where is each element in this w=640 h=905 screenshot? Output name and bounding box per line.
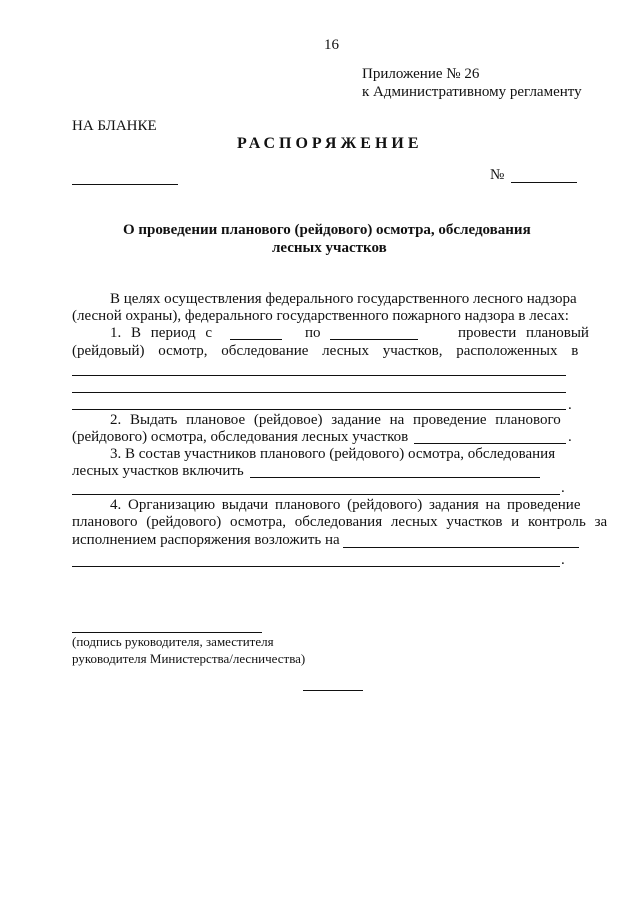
p2-period: . [568,429,572,445]
intro-line2: (лесной охраны), федерального государственного пожарного надзора в лесах: [72,308,569,324]
document-title-line2: лесных участков [272,240,387,256]
intro-line1: В целях осуществления федерального государственного лесного надзора [110,291,577,307]
period-start-field [230,339,282,340]
responsible-field-line1 [343,547,579,548]
location-field-line2 [72,392,566,393]
p3-line1: 3. В состав участников планового (рейдового) осмотра, обследования [110,446,556,462]
p1-period-label: 1. В период с [110,325,213,341]
p3-period: . [561,480,565,496]
appendix-number: Приложение № 26 [362,66,480,82]
participants-field-line2 [72,494,560,495]
document-type-heading: РАСПОРЯЖЕНИЕ [237,135,423,152]
p2-line2: (рейдового) осмотра, обследования лесных участков [72,429,409,445]
responsible-field-line2 [72,566,560,567]
signature-line [72,632,262,633]
letterhead-note: НА БЛАНКЕ [72,118,157,134]
location-field-line3 [72,409,566,410]
location-period: . [568,397,572,413]
document-title-line1: О проведении планового (рейдового) осмотра, обследования [123,222,531,238]
p2-line1: 2. Выдать плановое (рейдовое) задание на проведение планового [110,412,561,428]
participants-field-line1 [250,477,540,478]
p1-to-label: по [305,325,321,341]
p4-line1: 4. Организацию выдачи планового (рейдового) задания на проведение [110,497,581,513]
number-field-line [511,182,577,183]
page-number: 16 [324,37,339,53]
p1-conduct-label: провести плановый [458,325,589,341]
number-label: № [490,167,505,183]
p4-period: . [561,552,565,568]
task-field-line [414,443,566,444]
p4-line2: планового (рейдового) осмотра, обследования лесных участков и контроль за [72,514,608,530]
p1-line2: (рейдовый) осмотр, обследование лесных участков, расположенных в [72,343,579,359]
p4-line3: исполнением распоряжения возложить на [72,532,340,548]
date-field-line [72,184,178,185]
signature-caption-line1: (подпись руководителя, заместителя [72,634,274,649]
period-end-field [330,339,418,340]
appendix-reference: к Административному регламенту [362,84,582,100]
end-of-document-rule [303,690,363,691]
signature-caption-line2: руководителя Министерства/лесничества) [72,651,306,666]
p3-line2: лесных участков включить [72,463,244,479]
location-field-line1 [72,375,566,376]
